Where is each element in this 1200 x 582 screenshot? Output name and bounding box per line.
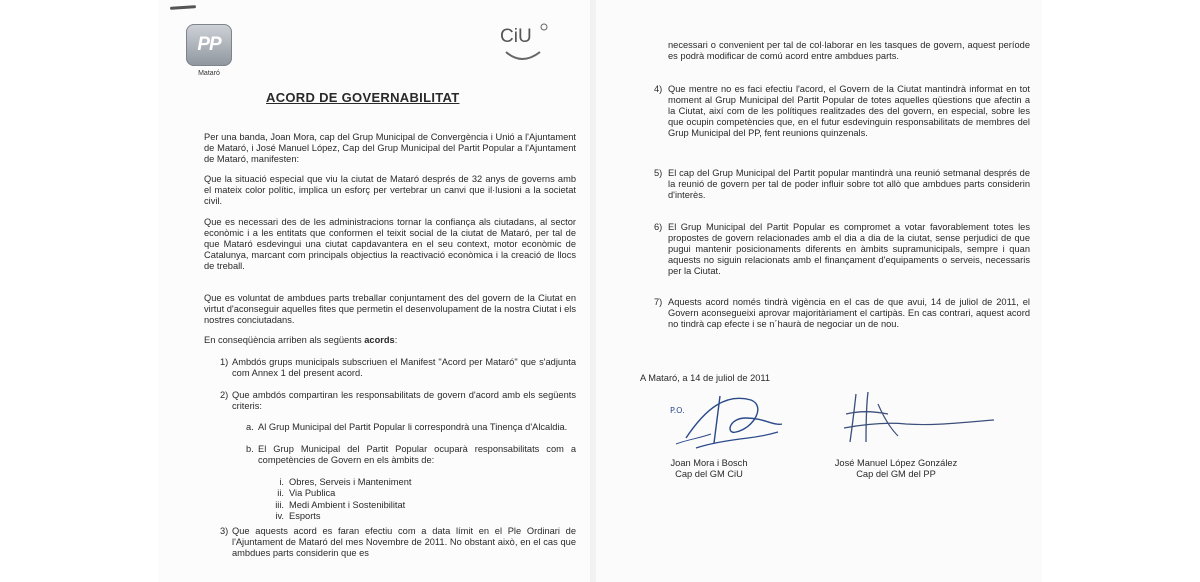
- signature-jose-manuel-lopez: [826, 384, 996, 454]
- intro-paragraph: Per una banda, Joan Mora, cap del Grup Municipal de Convergència i Unió a l'Ajuntament de Mataró, i José Manuel López, Cap del Grup Municipal del Partit Popular a l'Ajuntament de Mataró, manifesten:: [204, 132, 576, 164]
- item-text: Ambdós grups municipals subscriuen el Manifest "Acord per Mataró" que s'adjunta com Annex 1 del present acord.: [232, 357, 576, 378]
- po-mark: P.O.: [670, 406, 685, 415]
- item-label: a.: [246, 422, 254, 432]
- areas-list: [266, 477, 466, 523]
- item-number: 7): [654, 297, 663, 307]
- item-number: 6): [654, 222, 663, 232]
- item-text: Que mentre no es faci efectiu l'acord, el Govern de la Ciutat mantindrà informat en tot moment al Grup Municipal del Partit Popular de totes aquelles qüestions que afectin a la Ciutat, així com de les polítiques realitzades des del govern, en especial, sobre les que ocupin competències que, en el futur esdevinguin responsabilitats de membres del Grup Municipal del PP, fent reunions quinzenals.: [668, 84, 1030, 138]
- agreement-item-3: [220, 526, 576, 559]
- list-item: iv. Esports: [275, 511, 321, 522]
- consequence-prefix: En conseqüència arriben als següents: [204, 335, 362, 345]
- document-title: ACORD DE GOVERNABILITAT: [266, 90, 460, 105]
- pen-mark: [170, 5, 196, 10]
- consequence-bold: acords: [364, 335, 395, 345]
- agreement-item-2: [220, 390, 576, 412]
- signatory-block-2: [796, 458, 996, 480]
- item-text: El Grup Municipal del Partit Popular es compromet a votar favorablement totes les propostes de govern relacionades amb el dia a dia de la ciutat, sense perjudici de que pugui mantenir posicionaments diferents en àmbits supramunicipals, sempre i quan aquests no siguin relacionats amb el finançament d'equipaments o serveis, necessaris per la Ciutat.: [668, 222, 1030, 276]
- list-item: iii. Medi Ambient i Sostenibilitat: [275, 499, 406, 510]
- list-item: ii. Via Publica: [277, 488, 336, 499]
- agreement-item-3-continued: necessari o convenient per tal de col·laborar en les tasques de govern, aquest període es podrà modificar de comú acord entre ambdues parts.: [668, 40, 1030, 61]
- item-text: El Grup Municipal del Partit Popular ocuparà responsabilitats com a competències de Govern en els àmbits de:: [258, 444, 576, 465]
- item-text: Al Grup Municipal del Partit Popular li correspondrà una Tinença d'Alcaldia.: [258, 422, 568, 432]
- agreement-item-7: [654, 297, 1030, 330]
- agreement-item-4: [654, 84, 1030, 139]
- agreement-item-1: [220, 357, 576, 379]
- item-label: b.: [246, 444, 254, 454]
- item-text: Que aquests acord es faran efectiu com a data límit en el Ple Ordinari de l'Ajuntament de Mataró del mes Novembre de 2011. No obstant això, en el cas que ambdues parts considerin que es: [232, 526, 576, 558]
- item-text: El cap del Grup Municipal del Partit popular mantindrà una reunió setmanal després de la reunió de govern per tal de poder influir sobre tot allò que ambdues parts considerin d'interès.: [668, 168, 1030, 200]
- pp-logo-city: Mataró: [198, 70, 220, 77]
- document-page-right: [596, 0, 1042, 582]
- item-number: 4): [654, 84, 663, 94]
- item-number: 2): [220, 390, 229, 400]
- signatory-role: Cap del GM del PP: [856, 469, 936, 479]
- item-text: Aquests acord només tindrà vigència en el cas de que avui, 14 de juliol de 2011, el Govern aconsegueixi aprovar majoritàriament el cartipàs. En cas contrari, aquest acord no tindrà cap efecte i se n´haurà de negociar un de nou.: [668, 297, 1030, 329]
- signatory-name: Joan Mora i Bosch: [670, 458, 748, 468]
- ciu-logo: [498, 22, 554, 66]
- consequence-suffix: :: [394, 335, 398, 345]
- item-number: 1): [220, 357, 229, 367]
- consequence-line: [204, 335, 576, 346]
- agreement-item-6: [654, 222, 1030, 277]
- pp-logo: [186, 24, 232, 66]
- paragraph-3: Que es voluntat de ambdues parts treballar conjuntament des del govern de la Ciutat en virtut d'aconseguir aquelles fites que permetin el desenvolupament de la nostra Ciutat i els nostres conciutadans.: [204, 293, 576, 325]
- pp-logo-text: PP: [197, 34, 221, 55]
- date-line: A Mataró, a 14 de juliol de 2011: [640, 373, 771, 383]
- paragraph-1: Que la situació especial que viu la ciutat de Mataró després de 32 anys de governs amb el mateix color polític, implica un esforç per vertebrar un canvi que il·lusioni a la societat civil.: [204, 174, 576, 206]
- signatory-name: José Manuel López González: [834, 458, 958, 468]
- item-number: 5): [654, 168, 663, 178]
- item-text: Que ambdós compartiran les responsabilitats de govern d'acord amb els següents criteris:: [232, 390, 576, 411]
- paragraph-2: Que es necessari des de les administracions tornar la confiança als ciutadans, al sector econòmic i a les entitats que conformen el teixit social de la ciutat de Mataró, per tal de que Mataró esdevingui una ciutat capdavantera en el seu context, motor econòmic de Catalunya, marcant com principals objectius la reactivació econòmica i la creació de llocs de treball.: [204, 217, 576, 271]
- item-number: 3): [220, 526, 229, 536]
- signatory-role: Cap del GM CiU: [675, 469, 743, 479]
- signature-joan-mora: [656, 388, 786, 458]
- agreement-item-5: [654, 168, 1030, 201]
- list-item: i. Obres, Serveis i Manteniment: [279, 477, 412, 487]
- agreement-item-2b: [246, 444, 576, 466]
- agreement-item-2a: [246, 422, 576, 433]
- signatory-block-1: [644, 458, 774, 480]
- ciu-logo-text: CiU: [500, 26, 532, 47]
- document-page-left: [158, 0, 590, 582]
